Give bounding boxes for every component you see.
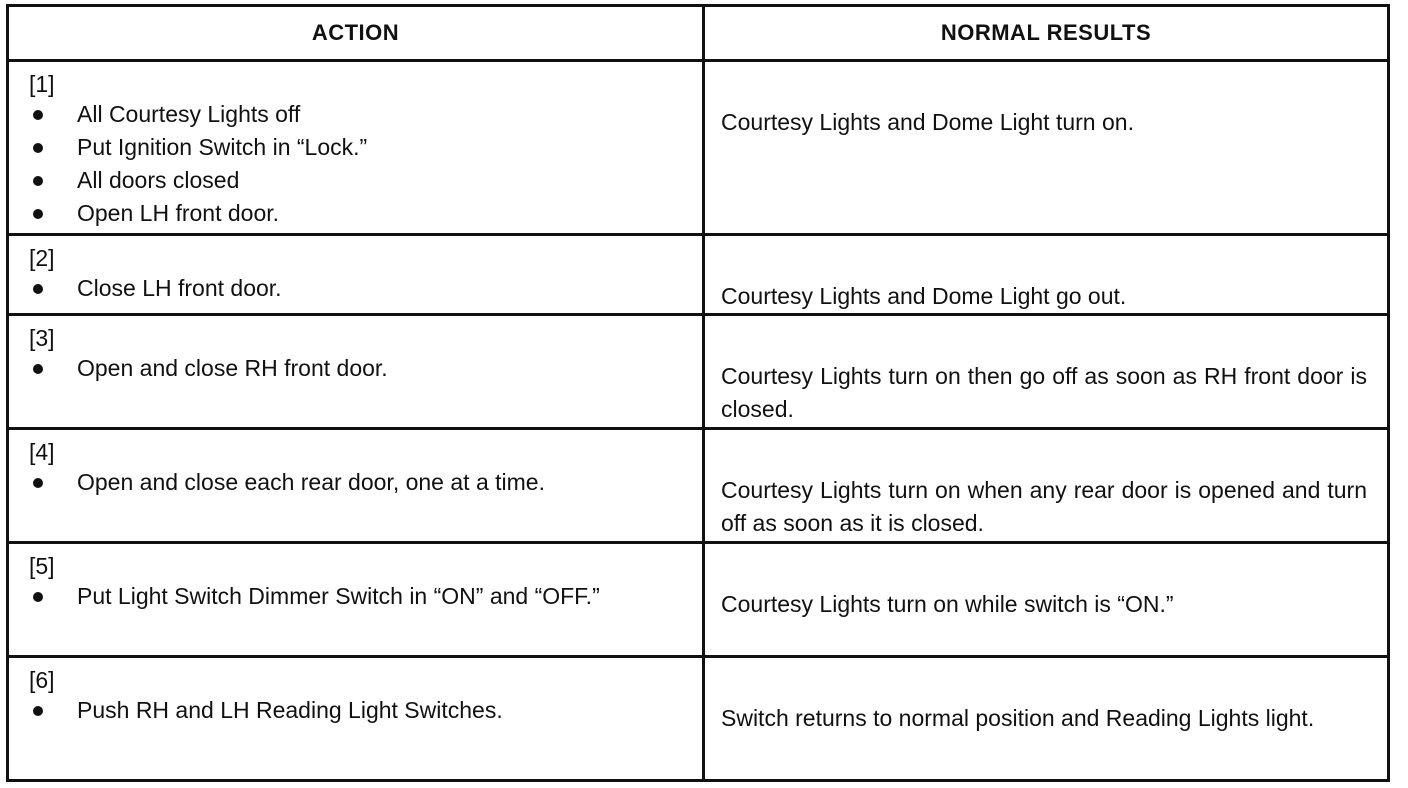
action-text: Open and close RH front door. [77,355,388,381]
result-text: Courtesy Lights turn on when any rear door is opened and turn off as soon as it is closed. [721,477,1367,536]
action-list [29,352,686,385]
result-text: Courtesy Lights turn on while switch is “ON.” [721,591,1174,617]
action-item [29,466,686,499]
result-cell-6 [705,658,1387,779]
action-text: Push RH and LH Reading Light Switches. [77,697,503,723]
result-cell-1 [705,62,1387,236]
header-results [705,7,1387,62]
header-action-label: ACTION [311,20,400,45]
action-item [29,694,686,727]
action-list [29,98,686,230]
result-cell-5 [705,544,1387,658]
header-results-label: NORMAL RESULTS [940,20,1152,45]
action-cell-2 [9,236,705,316]
step-number: [4] [29,439,55,465]
action-text: Close LH front door. [77,275,282,301]
step-number: [2] [29,245,55,271]
bullet-icon [33,176,43,186]
action-item [29,131,686,164]
bullet-icon [33,143,43,153]
action-text: Open LH front door. [77,200,280,226]
action-text: Put Light Switch Dimmer Switch in “ON” and “OFF.” [77,583,600,609]
result-text: Courtesy Lights turn on then go off as soon as RH front door is closed. [721,363,1367,422]
step-number: [1] [29,71,55,97]
step-number: [5] [29,553,55,579]
action-item [29,580,686,613]
action-list [29,694,686,727]
action-item [29,197,686,230]
action-cell-1 [9,62,705,236]
result-cell-4 [705,430,1387,544]
action-item [29,98,686,131]
action-text: Open and close each rear door, one at a time. [77,469,545,495]
action-cell-5 [9,544,705,658]
bullet-icon [33,478,43,488]
result-cell-2 [705,236,1387,316]
bullet-icon [33,364,43,374]
action-item [29,164,686,197]
action-list [29,466,686,499]
result-cell-3 [705,316,1387,430]
bullet-icon [33,110,43,120]
bullet-icon [33,209,43,219]
action-item [29,352,686,385]
action-item [29,272,686,305]
result-text: Switch returns to normal position and Reading Lights light. [721,705,1315,731]
action-cell-3 [9,316,705,430]
action-text: Put Ignition Switch in “Lock.” [77,134,368,160]
action-text: All Courtesy Lights off [77,101,301,127]
action-text: All doors closed [77,167,240,193]
step-number: [3] [29,325,55,351]
step-number: [6] [29,667,55,693]
header-action [9,7,705,62]
procedure-table [6,4,1390,782]
result-text: Courtesy Lights and Dome Light go out. [721,283,1127,309]
action-list [29,272,686,305]
action-cell-6 [9,658,705,779]
bullet-icon [33,706,43,716]
action-list [29,580,686,613]
bullet-icon [33,592,43,602]
result-text: Courtesy Lights and Dome Light turn on. [721,109,1134,135]
action-cell-4 [9,430,705,544]
bullet-icon [33,284,43,294]
